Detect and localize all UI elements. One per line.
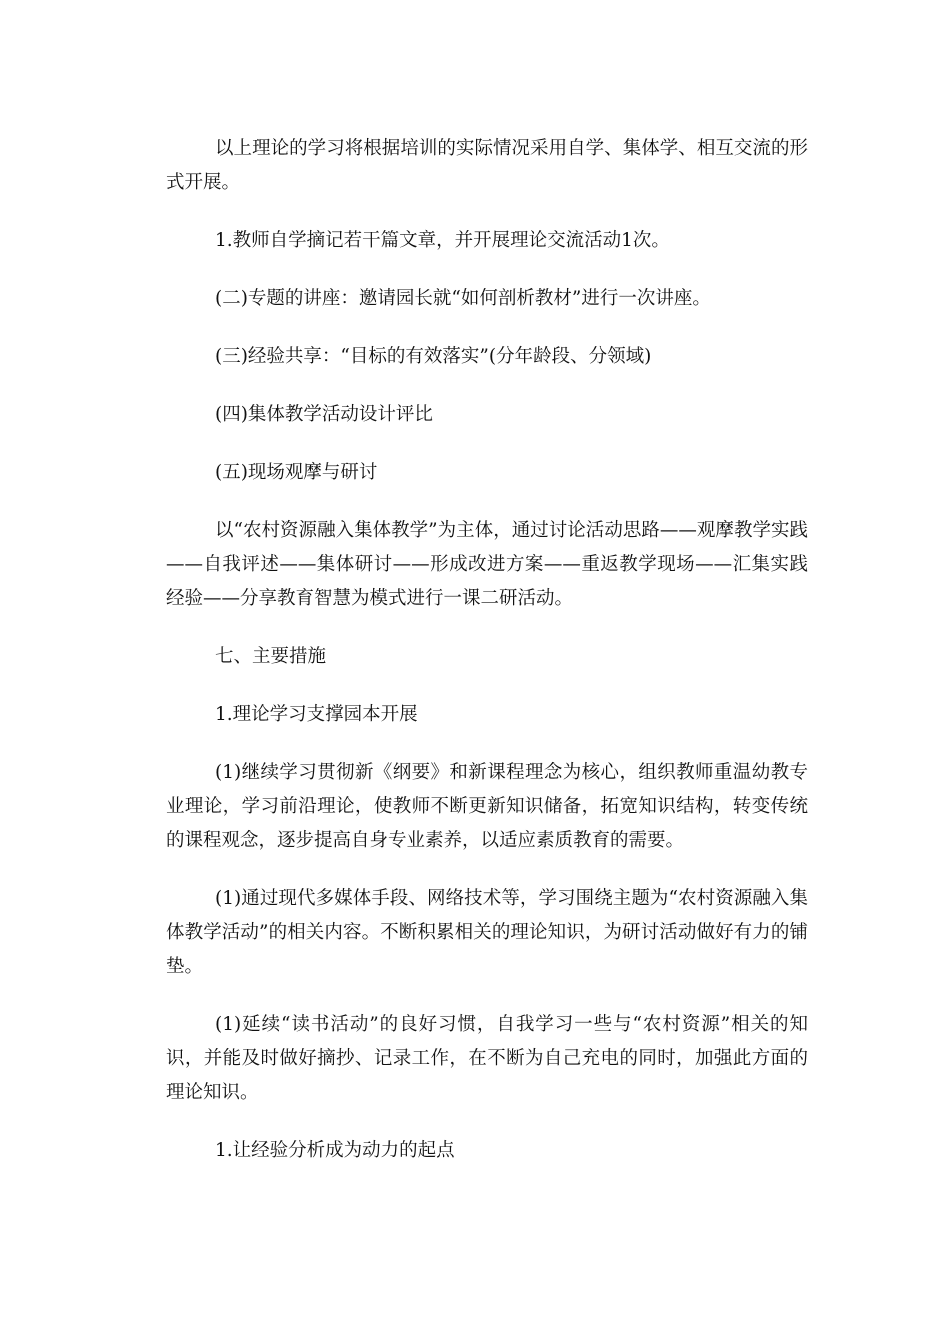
paragraph-measure-outline: (1)继续学习贯彻新《纲要》和新课程理念为核心，组织教师重温幼教专业理论，学习前沿理论，使教师不断更新知识储备，拓宽知识结构，转变传统的课程观念，逐步提高自身专业素养，以适应素质教育的需要。: [166, 762, 808, 851]
section-heading-measures: 七、主要措施: [215, 646, 327, 667]
document-body: [166, 132, 808, 1192]
subheading-experience-analysis: 1.让经验分析成为动力的起点: [215, 1140, 455, 1161]
paragraph-measure-reading: (1)延续“读书活动”的良好习惯，自我学习一些与“农村资源”相关的知识，并能及时做好摘抄、记录工作，在不断为自己充电的同时，加强此方面的理论知识。: [166, 1014, 808, 1103]
paragraph-onsite-observation: (五)现场观摩与研讨: [215, 462, 378, 483]
subheading-theory-support: 1.理论学习支撑园本开展: [215, 704, 418, 725]
paragraph-study-forms: 以上理论的学习将根据培训的实际情况采用自学、集体学、相互交流的形式开展。: [166, 138, 808, 193]
paragraph-experience-sharing: (三)经验共享：“目标的有效落实”(分年龄段、分领域): [215, 346, 652, 367]
paragraph-self-study: 1.教师自学摘记若干篇文章，并开展理论交流活动1次。: [215, 230, 670, 251]
paragraph-design-contest: (四)集体教学活动设计评比: [215, 404, 433, 425]
paragraph-research-mode: 以“农村资源融入集体教学”为主体，通过讨论活动思路——观摩教学实践——自我评述——集体研讨——形成改进方案——重返教学现场——汇集实践经验——分享教育智慧为模式进行一课二研活动。: [166, 520, 808, 609]
paragraph-lecture: (二)专题的讲座：邀请园长就“如何剖析教材”进行一次讲座。: [215, 288, 711, 309]
paragraph-measure-multimedia: (1)通过现代多媒体手段、网络技术等，学习围绕主题为“农村资源融入集体教学活动”的相关内容。不断积累相关的理论知识，为研讨活动做好有力的铺垫。: [166, 888, 808, 977]
